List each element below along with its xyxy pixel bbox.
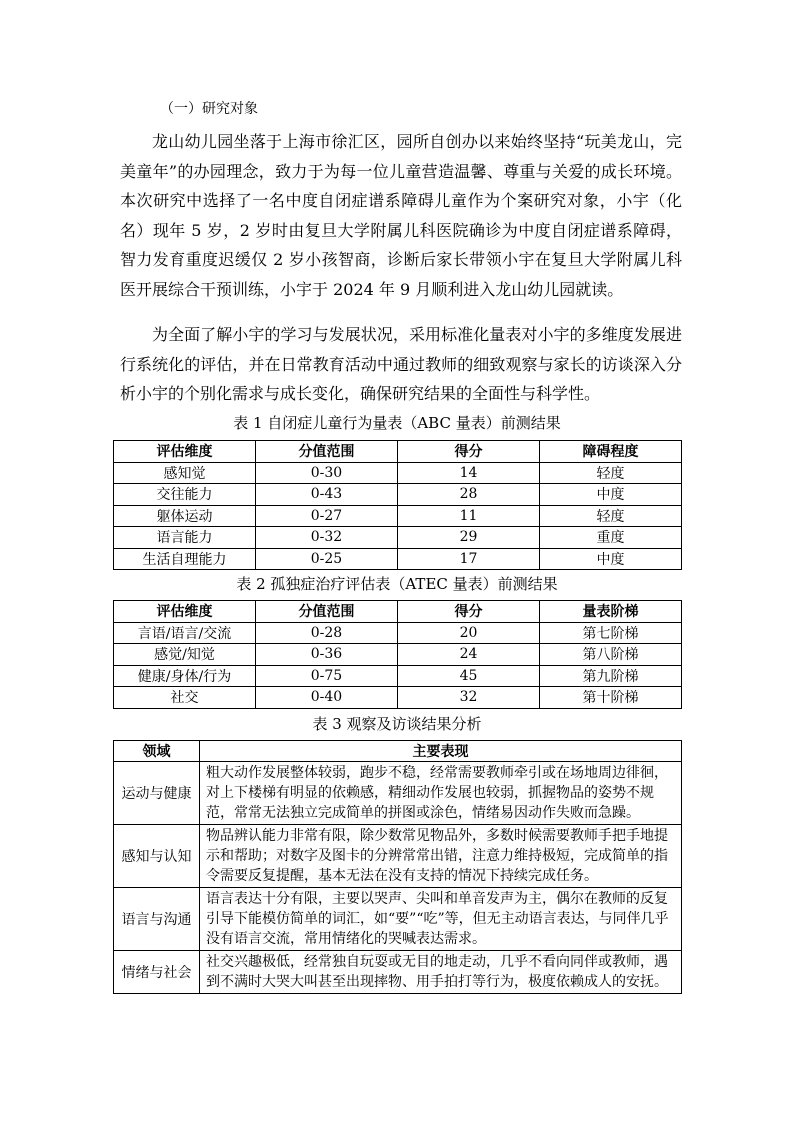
table-cell: 0-40 xyxy=(256,687,398,709)
section-heading: （一）研究对象 xyxy=(160,101,258,117)
table-cell: 第八阶梯 xyxy=(540,644,682,666)
table-cell: 11 xyxy=(398,505,540,527)
table-cell: 语言能力 xyxy=(114,527,256,549)
table-cell: 躯体运动 xyxy=(114,505,256,527)
table-cell: 第十阶梯 xyxy=(540,687,682,709)
domain-cell: 运动与健康 xyxy=(114,762,200,825)
column-header: 得分 xyxy=(398,601,540,623)
table-cell: 第九阶梯 xyxy=(540,665,682,687)
column-header: 领域 xyxy=(114,741,200,762)
table-cell: 0-36 xyxy=(256,644,398,666)
table-cell: 生活自理能力 xyxy=(114,548,256,570)
table-cell: 28 xyxy=(398,484,540,506)
table-row xyxy=(114,622,682,644)
table-header-row xyxy=(114,441,682,463)
table-cell: 0-27 xyxy=(256,505,398,527)
table-cell: 中度 xyxy=(540,548,682,570)
column-header: 评估维度 xyxy=(114,601,256,623)
table-cell: 轻度 xyxy=(540,505,682,527)
table-cell: 感知觉 xyxy=(114,462,256,484)
table-cell: 0-25 xyxy=(256,548,398,570)
table-cell: 0-32 xyxy=(256,527,398,549)
paragraph-research-subject: 龙山幼儿园坐落于上海市徐汇区，园所自创办以来始终坚持“玩美龙山，完美童年”的办园理念，致力于为每一位儿童营造温馨、尊重与关爱的成长环境。本次研究中选择了一名中度自闭症谱系障碍儿童作为个案研究对象，小宇（化名）现年 5 岁，2 岁时由复旦大学附属儿科医院确诊为中度自闭症谱系障碍，智力发育重度迟缓仅 2 岁小孩智商，诊断后家长带领小宇在复旦大学附属儿科医开展综合干预训练，小宇于 2024 年 9 月顺利进入龙山幼儿园就读。 xyxy=(120,132,682,299)
table-cell: 17 xyxy=(398,548,540,570)
column-header: 分值范围 xyxy=(256,601,398,623)
column-header: 评估维度 xyxy=(114,441,256,463)
table-row xyxy=(114,548,682,570)
table-cell: 社交 xyxy=(114,687,256,709)
table-row xyxy=(114,888,682,951)
abc-scale-table xyxy=(113,440,682,570)
table-cell: 0-75 xyxy=(256,665,398,687)
description-cell: 物品辨认能力非常有限，除少数常见物品外，多数时候需要教师手把手地提示和帮助；对数字及图卡的分辨常常出错，注意力维持极短，完成简单的指令需要反复提醒，基本无法在没有支持的情况下持续完成任务。 xyxy=(200,825,682,888)
table2-caption: 表 2 孤独症治疗评估表（ATEC 量表）前测结果 xyxy=(236,575,558,593)
table-row xyxy=(114,462,682,484)
domain-cell: 语言与沟通 xyxy=(114,888,200,951)
table-header-row xyxy=(114,741,682,762)
domain-cell: 情绪与社会 xyxy=(114,951,200,994)
description-cell: 语言表达十分有限，主要以哭声、尖叫和单音发声为主，偶尔在教师的反复引导下能模仿简单的词汇，如“要”“吃”等，但无主动语言表达，与同伴几乎没有语言交流，常用情绪化的哭喊表达需求。 xyxy=(200,888,682,951)
table-cell: 重度 xyxy=(540,527,682,549)
column-header: 障碍程度 xyxy=(540,441,682,463)
description-cell: 粗大动作发展整体较弱，跑步不稳，经常需要教师牵引或在场地周边徘徊，对上下楼梯有明显的依赖感，精细动作发展也较弱，抓握物品的姿势不规范，常常无法独立完成简单的拼图或涂色，情绪易因动作失败而急躁。 xyxy=(200,762,682,825)
table-cell: 0-43 xyxy=(256,484,398,506)
description-cell: 社交兴趣极低，经常独自玩耍或无目的地走动，几乎不看向同伴或教师，遇到不满时大哭大叫甚至出现摔物、用手拍打等行为，极度依赖成人的安抚。 xyxy=(200,951,682,994)
table-cell: 29 xyxy=(398,527,540,549)
table-cell: 第七阶梯 xyxy=(540,622,682,644)
table-cell: 20 xyxy=(398,622,540,644)
table-cell: 14 xyxy=(398,462,540,484)
table-cell: 轻度 xyxy=(540,462,682,484)
column-header: 分值范围 xyxy=(256,441,398,463)
table-cell: 0-28 xyxy=(256,622,398,644)
table-row xyxy=(114,687,682,709)
column-header: 主要表现 xyxy=(200,741,682,762)
table-cell: 感觉/知觉 xyxy=(114,644,256,666)
table-row xyxy=(114,951,682,994)
table-cell: 45 xyxy=(398,665,540,687)
table3-caption: 表 3 观察及访谈结果分析 xyxy=(312,715,482,733)
table-cell: 交往能力 xyxy=(114,484,256,506)
observation-table xyxy=(113,740,682,994)
table-row xyxy=(114,484,682,506)
table-row xyxy=(114,505,682,527)
table-cell: 中度 xyxy=(540,484,682,506)
table-row xyxy=(114,644,682,666)
column-header: 量表阶梯 xyxy=(540,601,682,623)
table-cell: 言语/语言/交流 xyxy=(114,622,256,644)
table-cell: 0-30 xyxy=(256,462,398,484)
table-row xyxy=(114,825,682,888)
table1-caption: 表 1 自闭症儿童行为量表（ABC 量表）前测结果 xyxy=(233,414,561,432)
column-header: 得分 xyxy=(398,441,540,463)
table-cell: 24 xyxy=(398,644,540,666)
table-cell: 32 xyxy=(398,687,540,709)
table-row xyxy=(114,762,682,825)
table-cell: 健康/身体/行为 xyxy=(114,665,256,687)
atec-scale-table xyxy=(113,600,682,709)
paragraph-assessment-method: 为全面了解小宇的学习与发展状况，采用标准化量表对小宇的多维度发展进行系统化的评估，并在日常教育活动中通过教师的细致观察与家长的访谈深入分析小宇的个别化需求与成长变化，确保研究结果的全面性与科学性。 xyxy=(120,325,682,404)
table-header-row xyxy=(114,601,682,623)
domain-cell: 感知与认知 xyxy=(114,825,200,888)
table-row xyxy=(114,665,682,687)
table-row xyxy=(114,527,682,549)
